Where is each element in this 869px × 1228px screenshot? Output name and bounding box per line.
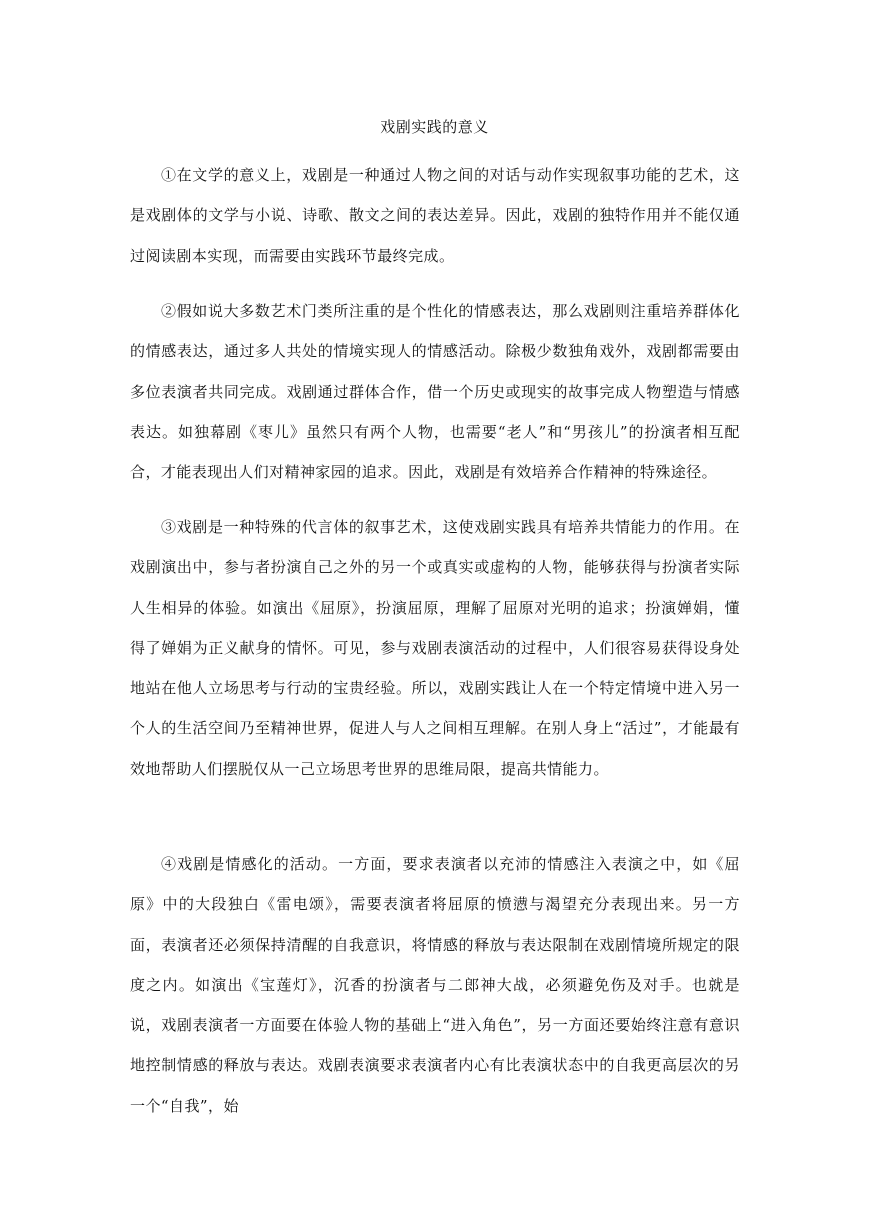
paragraph-2: ②假如说大多数艺术门类所注重的是个性化的情感表达，那么戏剧则注重培养群体化的情感表达，通过多人共处的情境实现人的情感活动。除极少数独角戏外，戏剧都需要由多位表演者共同完成。戏剧通过群体合作，借一个历史或现实的故事完成人物塑造与情感表达。如独幕剧《枣儿》虽然只有两个人物，也需要“老人”和“男孩儿”的扮演者相互配合，才能表现出人们对精神家园的追求。因此，戏剧是有效培养合作精神的特殊途径。 [130, 302, 740, 482]
document-title: 戏剧实践的意义 [380, 118, 489, 136]
paragraph-3: ③戏剧是一种特殊的代言体的叙事艺术，这使戏剧实践具有培养共情能力的作用。在戏剧演出中，参与者扮演自己之外的另一个或真实或虚构的人物，能够获得与扮演者实际人生相异的体验。如演出《屈原》，扮演屈原，理解了屈原对光明的追求；扮演婵娟，懂得了婵娟为正义献身的情怀。可见，参与戏剧表演活动的过程中，人们很容易获得设身处地站在他人立场思考与行动的宝贵经验。所以，戏剧实践让人在一个特定情境中进入另一个人的生活空间乃至精神世界，促进人与人之间相互理解。在别人身上“活过”，才能最有效地帮助人们摆脱仅从一己立场思考世界的思维局限，提高共情能力。 [130, 518, 740, 778]
paragraph-4: ④戏剧是情感化的活动。一方面，要求表演者以充沛的情感注入表演之中，如《屈原》中的大段独白《雷电颂》，需要表演者将屈原的愤懑与渴望充分表现出来。另一方面，表演者还必须保持清醒的自我意识，将情感的释放与表达限制在戏剧情境所规定的限度之内。如演出《宝莲灯》，沉香的扮演者与二郎神大战，必须避免伤及对手。也就是说，戏剧表演者一方面要在体验人物的基础上“进入角色”，另一方面还要始终注意有意识地控制情感的释放与表达。戏剧表演要求表演者内心有比表演状态中的自我更高层次的另一个“自我”，始 [130, 855, 740, 1115]
paragraph-1: ①在文学的意义上，戏剧是一种通过人物之间的对话与动作实现叙事功能的艺术，这是戏剧体的文学与小说、诗歌、散文之间的表达差异。因此，戏剧的独特作用并不能仅通过阅读剧本实现，而需要由实践环节最终完成。 [130, 166, 740, 265]
